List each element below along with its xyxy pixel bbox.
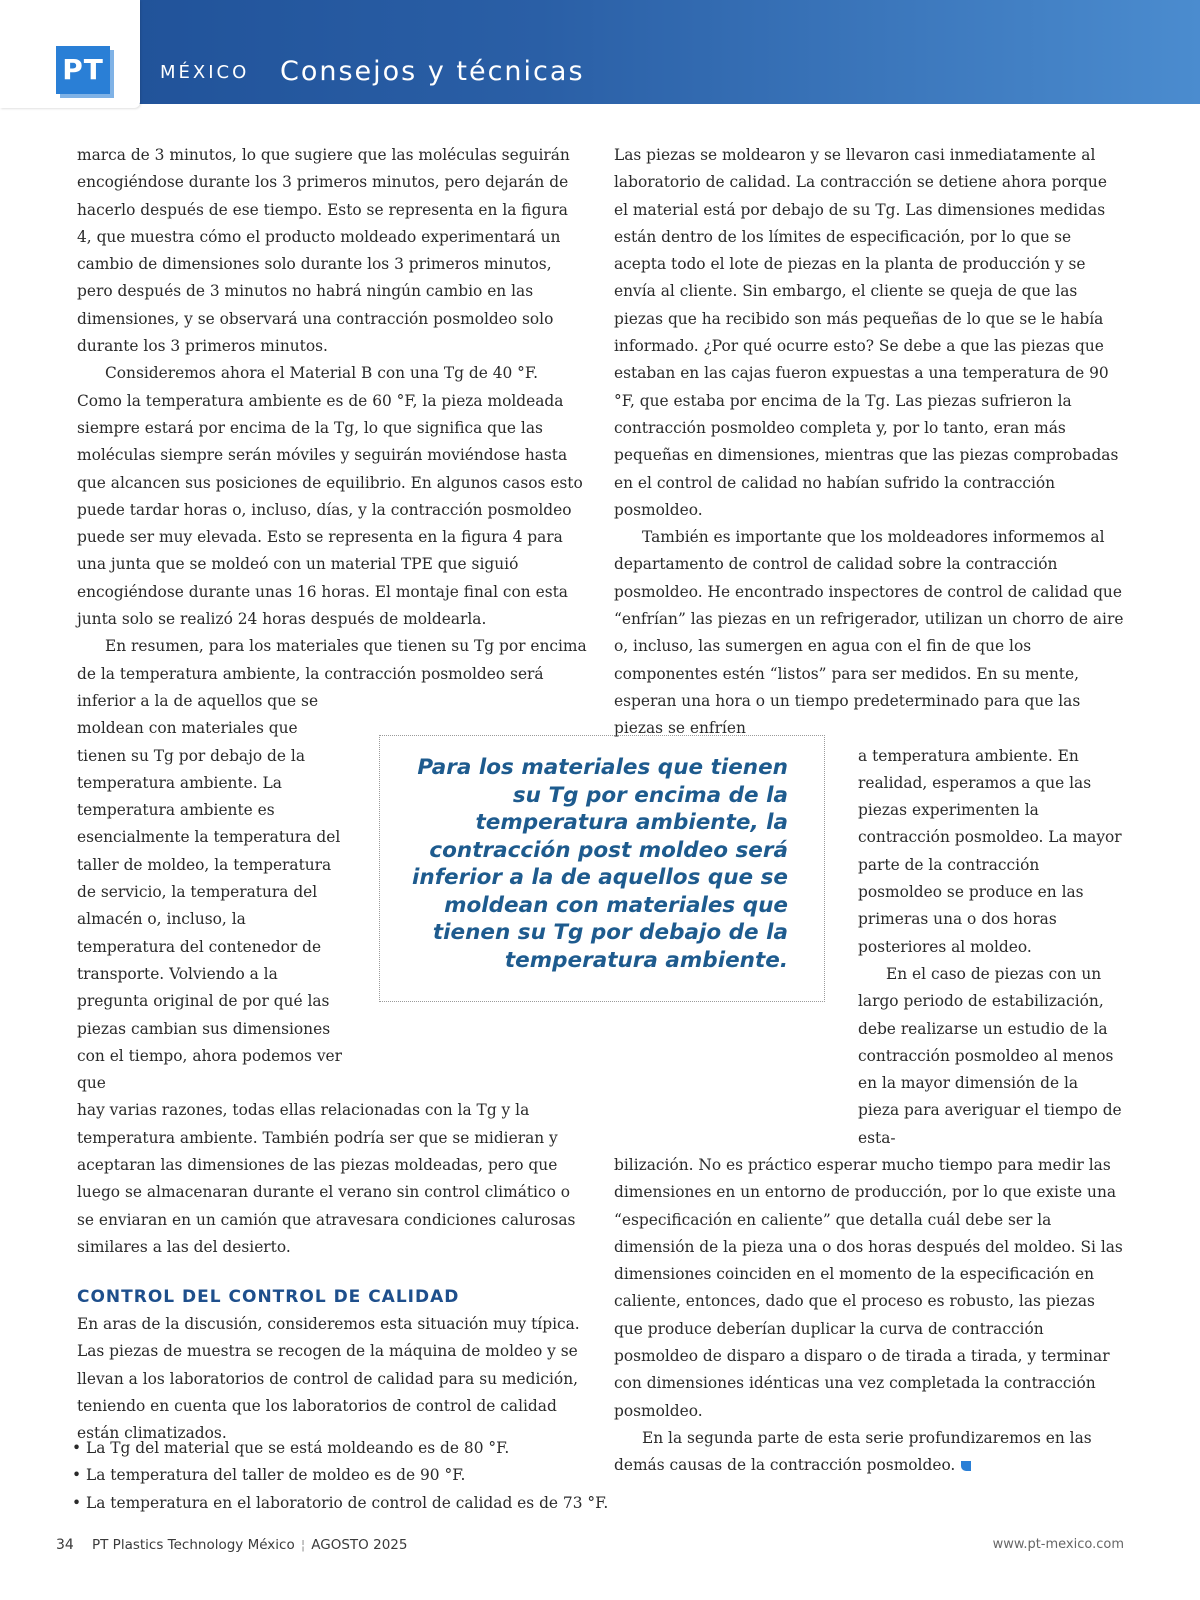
paragraph-wrap: inferior a la de aquellos que se moldean con materiales que tienen su Tg por debajo de la temperatura ambiente. La temperatura ambiente es esencialmente la temperatura del taller de moldeo, la temperatura de servicio, la temperatura del almacén o, incluso, la temperatura del contenedor de transporte. Volviendo a la pregunta original de por qué las piezas cambian sus dimensiones con el tiempo, ahora podemos ver que <box>77 691 342 1093</box>
paragraph-wrap: a temperatura ambiente. En realidad, esperamos a que las piezas experimenten la contracción posmoldeo. La mayor parte de la contracción posmoldeo se produce en las primeras una o dos horas posteriores al moldeo. <box>858 746 1122 956</box>
footer-separator: ¦ <box>300 1537 306 1553</box>
page-number: 34 <box>56 1537 74 1553</box>
website-link[interactable]: www.pt-mexico.com <box>992 1537 1124 1552</box>
paragraph: Consideremos ahora el Material B con una Tg de 40 °F. Como la temperatura ambiente es de 60 °F, la pieza moldeada siempre estará por encima de la Tg, lo que significa que las moléculas siempre serán móviles y seguirán moviéndose hasta que alcancen sus posiciones de equilibrio. En algunos casos esto puede tardar horas o, incluso, días, y la contracción posmoldeo puede ser muy elevada. Esto se representa en la figura 4 para una junta que se moldeó con un material TPE que siguió encogiéndose durante unas 16 horas. El montaje final con esta junta solo se realizó 24 horas después de moldearla. <box>77 364 583 629</box>
paragraph-text: En la segunda parte de esta serie profundizaremos en las demás causas de la contracción posmoldeo. <box>614 1428 1092 1475</box>
paragraph: Las piezas se moldearon y se llevaron casi inmediatamente al laboratorio de calidad. La contracción se detiene ahora porque el material está por debajo de su Tg. Las dimensiones medidas están dentro de los límites de especificación, por lo que se acepta todo el lote de piezas en la planta de producción y se envía al cliente. Sin embargo, el cliente se queja de que las piezas que ha recibido son más pequeñas de lo que se le había informado. ¿Por qué ocurre esto? Se debe a que las piezas que estaban en las cajas fueron expuestas a una temperatura de 90 °F, que estaba por encima de la Tg. Las piezas sufrieron la contracción posmoldeo completa y, por lo tanto, eran más pequeñas en dimensiones, mientras que las piezas comprobadas en el control de calidad no habían sufrido la contracción posmoldeo. <box>614 146 1119 519</box>
paragraph <box>614 1425 1124 1480</box>
list-item: • La temperatura del taller de moldeo es de 90 °F. <box>72 1462 608 1489</box>
paragraph: En resumen, para los materiales que tienen su Tg por encima de la temperatura ambiente, la contracción posmoldeo será <box>77 637 587 683</box>
conditions-list <box>72 1435 608 1517</box>
paragraph: bilización. No es práctico esperar mucho tiempo para medir las dimensiones en un entorno de producción, por lo que existe una “especificación en caliente” que detalla cuál debe ser la dimensión de la pieza una o dos horas después del moldeo. Si las dimensiones coinciden en el momento de la especificación en caliente, entonces, dado que el proceso es robusto, las piezas que produce deberían duplicar la curva de contracción posmoldeo de disparo a disparo o de tirada a tirada, y terminar con dimensiones idénticas una vez completada la contracción posmoldeo. <box>614 1155 1123 1420</box>
pt-logo: PT <box>56 46 110 94</box>
page-header <box>0 0 1200 104</box>
paragraph: También es importante que los moldeadores informemos al departamento de control de calidad sobre la contracción posmoldeo. He encontrado inspectores de control de calidad que “enfrían” las piezas en un refrigerador, utilizan un chorro de aire o, incluso, las sumergen en agua con el fin de que los componentes estén “listos” para ser medidos. En su mente, esperan una hora o un tiempo predeterminado para que las piezas se enfríen <box>614 528 1124 738</box>
section-subheading: CONTROL DEL CONTROL DE CALIDAD <box>77 1287 460 1308</box>
paragraph: marca de 3 minutos, lo que sugiere que las moléculas seguirán encogiéndose durante los 3 primeros minutos, pero dejarán de hacerlo después de ese tiempo. Esto se representa en la figura 4, que muestra cómo el producto moldeado experimentará un cambio de dimensiones solo durante los 3 primeros minutos, pero después de 3 minutos no habrá ningún cambio en las dimensiones, y se observará una contracción posmoldeo solo durante los 3 primeros minutos. <box>77 146 570 356</box>
logo-tab <box>0 0 140 108</box>
publication-info <box>92 1537 407 1553</box>
header-country: MÉXICO <box>160 62 250 83</box>
right-column <box>614 142 1124 1480</box>
list-item: • La temperatura en el laboratorio de control de calidad es de 73 °F. <box>72 1490 608 1517</box>
issue-date: AGOSTO 2025 <box>311 1537 408 1553</box>
list-item: • La Tg del material que se está moldeando es de 80 °F. <box>72 1435 608 1462</box>
end-mark-icon <box>961 1461 971 1471</box>
publication-name: PT Plastics Technology México <box>92 1537 295 1553</box>
paragraph: En aras de la discusión, consideremos esta situación muy típica. Las piezas de muestra se recogen de la máquina de moldeo y se llevan a los laboratorios de control de calidad para su medición, teniendo en cuenta que los laboratorios de control de calidad están climatizados. <box>77 1315 580 1443</box>
paragraph-wrap: En el caso de piezas con un largo periodo de estabilización, debe realizarse un estudio de la contracción posmoldeo al menos en la mayor dimensión de la pieza para averiguar el tiempo de esta- <box>858 964 1122 1147</box>
paragraph: hay varias razones, todas ellas relacionadas con la Tg y la temperatura ambiente. También podría ser que se midieran y aceptaran las dimensiones de las piezas moldeadas, pero que luego se almacenaran durante el verano sin control climático o se enviaran en un camión que atravesara condiciones calurosas similares a las del desierto. <box>77 1101 576 1256</box>
pull-quote: Para los materiales que tienen su Tg por encima de la temperatura ambiente, la contracción post moldeo será inferior a la de aquellos que se moldean con materiales que tienen su Tg por debajo de la temperatura ambiente. <box>379 735 825 1002</box>
section-title: Consejos y técnicas <box>280 56 585 87</box>
